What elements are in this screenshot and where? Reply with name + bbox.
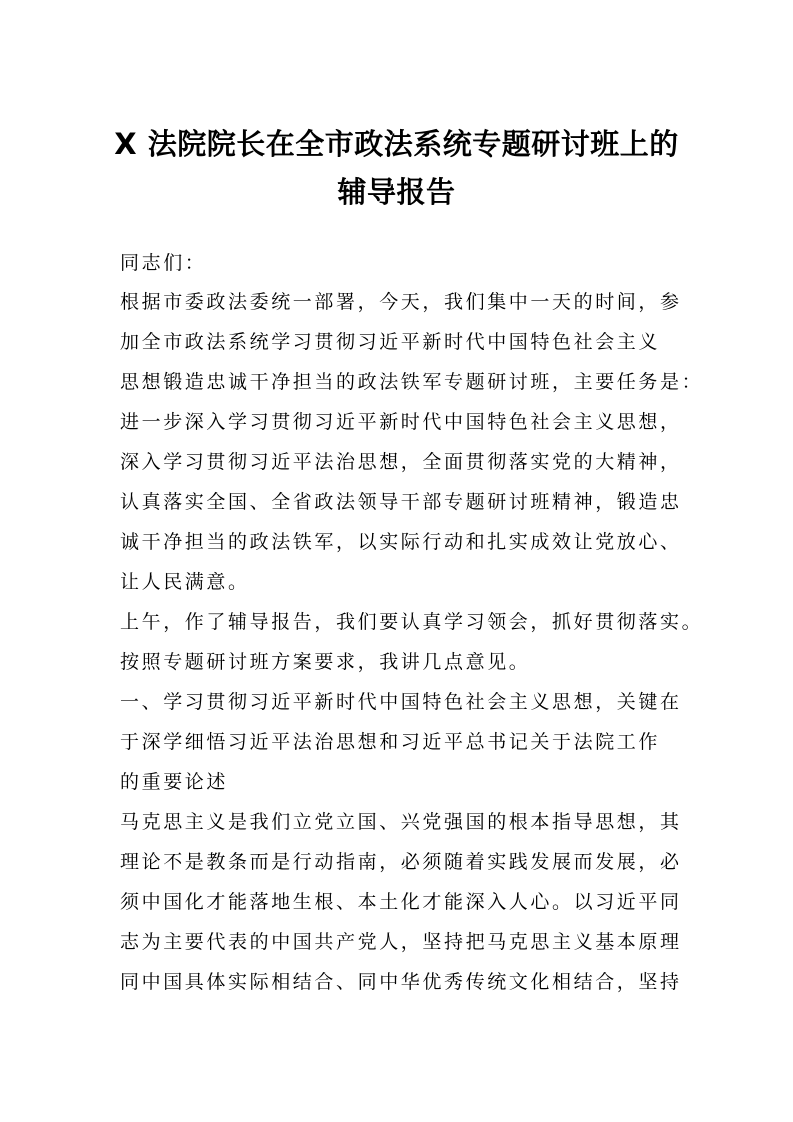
body-line: 让人民满意。: [120, 571, 250, 593]
body-line: 马克思主义是我们立党立国、兴党强国的根本指导思想，其: [120, 811, 682, 833]
salutation: 同志们：: [120, 252, 207, 274]
section-heading-line: 的重要论述: [120, 771, 229, 793]
body-line: 理论不是教条而是行动指南，必须随着实践发展而发展，必: [120, 851, 682, 873]
body-line: 诚干净担当的政法铁军，以实际行动和扎实成效让党放心、: [120, 531, 682, 553]
body-line: 根据市委政法委统一部署，今天，我们集中一天的时间，参: [120, 291, 682, 313]
document-title-line-1: X 法院院长在全市政法系统专题研讨班上的: [114, 127, 679, 161]
body-line: 进一步深入学习贯彻习近平新时代中国特色社会主义思想，: [120, 411, 682, 433]
body-line: 上午，作了辅导报告，我们要认真学习领会，抓好贯彻落实。: [120, 611, 704, 633]
body-line: 按照专题研讨班方案要求，我讲几点意见。: [120, 651, 531, 673]
body-line: 加全市政法系统学习贯彻习近平新时代中国特色社会主义: [120, 331, 661, 353]
section-heading-line: 一、学习贯彻习近平新时代中国特色社会主义思想，关键在: [120, 691, 682, 713]
body-line: 须中国化才能落地生根、本土化才能深入人心。以习近平同: [120, 891, 682, 913]
body-line: 认真落实全国、全省政法领导干部专题研讨班精神，锻造忠: [120, 491, 682, 513]
body-line: 同中国具体实际相结合、同中华优秀传统文化相结合，坚持: [120, 971, 682, 993]
body-line: 志为主要代表的中国共产党人，坚持把马克思主义基本原理: [120, 931, 682, 953]
body-line: 思想锻造忠诚干净担当的政法铁军专题研讨班，主要任务是：: [120, 371, 704, 393]
body-line: 深入学习贯彻习近平法治思想，全面贯彻落实党的大精神，: [120, 451, 682, 473]
document-title-line-2: 辅导报告: [337, 175, 456, 209]
section-heading-line: 于深学细悟习近平法治思想和习近平总书记关于法院工作: [120, 731, 661, 753]
